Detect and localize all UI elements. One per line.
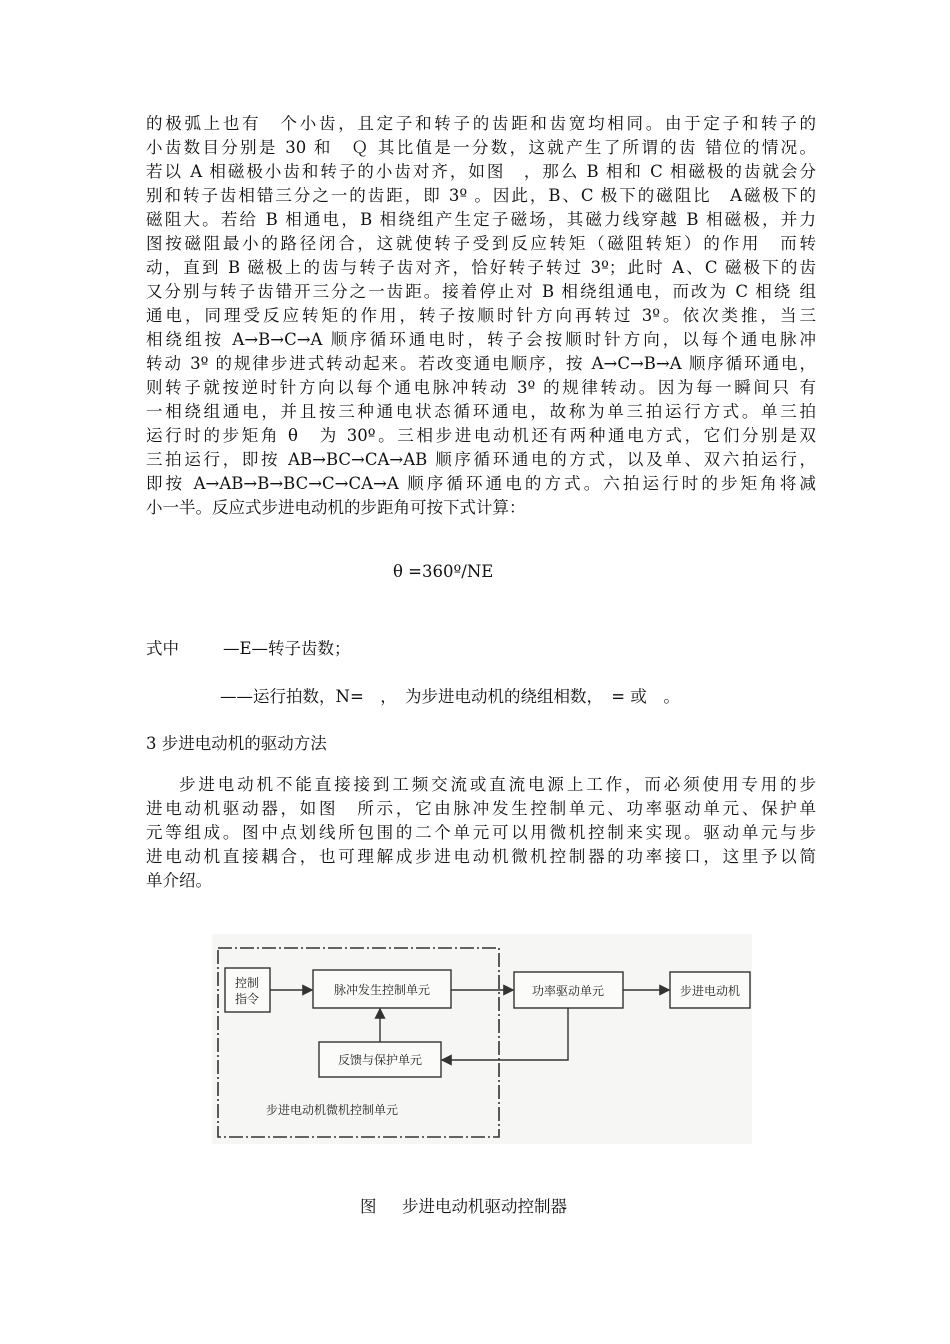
feedback-unit-label: 反馈与保护单元 — [337, 1053, 423, 1067]
micro-unit-label: 步进电动机微机控制单元 — [265, 1103, 399, 1117]
paragraph-drive-method — [146, 773, 816, 893]
text-line: 运行时的步矩角 θ 为 30º。三相步进电动机还有两种通电方式，它们分别是双 — [146, 426, 816, 445]
text-line: 别和转子齿相错三分之一的齿距，即 3º 。因此，B、C 极下的磁阻比 A磁极下的 — [146, 186, 816, 205]
text-line: 一相绕组通电，并且按三种通电状态循环通电，故称为单三拍运行方式。单三拍 — [146, 402, 816, 421]
control-command-label-1: 控制 — [234, 976, 260, 990]
drive-controller-diagram — [212, 934, 752, 1144]
text-line: 三拍运行，即按 AB→BC→CA→AB 顺序循环通电的方式，以及单、双六拍运行， — [146, 450, 816, 469]
text-line: 通电，同理受反应转矩的作用，转子按顺时针方向再转过 3º。依次类推，当三 — [146, 306, 816, 325]
arrow-power-to-feedback — [442, 1008, 568, 1060]
text-line: 小一半。反应式步进电动机的步距角可按下式计算： — [146, 498, 526, 517]
text-line: 动，直到 B 磁极上的齿与转子齿对齐，恰好转子转过 3º；此时 A、C 磁极下的齿 — [146, 258, 816, 277]
text-line: 元等组成。图中点划线所包围的二个单元可以用微机控制来实现。驱动单元与步 — [146, 823, 816, 842]
text-line: 则转子就按逆时针方向以每个通电脉冲转动 3º 的规律转动。因为每一瞬间只 有 — [146, 378, 816, 397]
text-line: 的极弧上也有 个小齿，且定子和转子的齿距和齿宽均相同。由于定子和转子的 — [146, 114, 816, 133]
paragraph-stepper-principle — [146, 112, 816, 520]
text-line: 步进电动机不能直接接到工频交流或直流电源上工作，而必须使用专用的步 — [179, 775, 816, 794]
text-line: 单介绍。 — [146, 871, 212, 890]
figure-caption — [360, 1193, 567, 1217]
text-line: 即按 A→AB→B→BC→C→CA→A 顺序循环通电的方式。六拍运行时的步矩角将减 — [146, 474, 816, 493]
motor-label: 步进电动机 — [679, 984, 741, 998]
text-line: 进电动机直接耦合，也可理解成步进电动机微机控制器的功率接口，这里予以简 — [146, 847, 816, 866]
text-line: 若以 A 相磁极小齿和转子的小齿对齐，如图 ，那么 B 相和 C 相磁极的齿就会分 — [146, 162, 816, 181]
legend-prefix: 式中 — [146, 639, 179, 658]
power-unit-label: 功率驱动单元 — [531, 984, 605, 998]
text-line: 又分别与转子齿错开三分之一齿距。接着停止对 B 相绕组通电，而改为 C 相绕 组 — [146, 282, 816, 301]
text-line: 进电动机驱动器，如图 所示，它由脉冲发生控制单元、功率驱动单元、保护单 — [146, 799, 816, 818]
text-line: 转动 3º 的规律步进式转动起来。若改变通电顺序，按 A→C→B→A 顺序循环通电， — [146, 354, 816, 373]
block-diagram-svg — [212, 934, 752, 1144]
formula-legend-line-2: ——运行拍数，N= ， 为步进电动机的绕组相数， = 或 。 — [220, 687, 680, 706]
section-heading: 3 步进电动机的驱动方法 — [146, 734, 327, 753]
text-line: 相绕组按 A→B→C→A 顺序循环通电时，转子会按顺时针方向，以每个通电脉冲 — [146, 330, 816, 349]
step-angle-formula: θ =360º/NE — [393, 562, 494, 581]
legend-rotor-teeth: —E—转子齿数； — [223, 639, 351, 658]
control-command-label-2: 指令 — [234, 992, 260, 1006]
formula-legend-line-1 — [146, 635, 351, 659]
caption-label: 图 — [360, 1197, 377, 1216]
pulse-unit-label: 脉冲发生控制单元 — [333, 983, 431, 997]
caption-title: 步进电动机驱动控制器 — [402, 1197, 567, 1216]
text-line: 小齿数目分别是 30 和 Ｑ 其比值是一分数，这就产生了所谓的齿 错位的情况。 — [146, 138, 816, 157]
text-line: 磁阻大。若给 B 相通电，B 相绕组产生定子磁场，其磁力线穿越 B 相磁极，并力 — [146, 210, 816, 229]
text-line: 图按磁阻最小的路径闭合，这就使转子受到反应转矩（磁阻转矩）的作用 而转 — [146, 234, 816, 253]
